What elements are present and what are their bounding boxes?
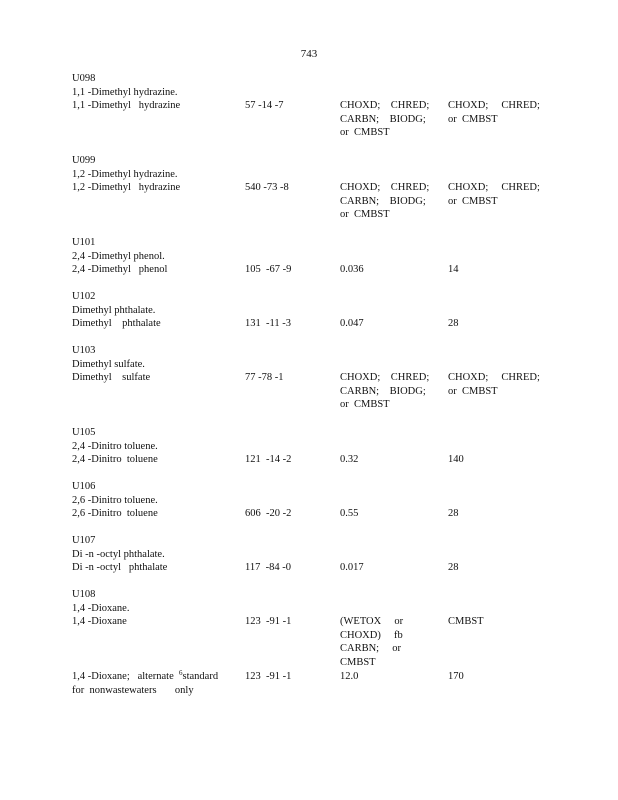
waste-code: U103 [72,345,96,356]
constituent-name: 1,2 -Dimethyl hydrazine [72,182,181,193]
waste-code: U107 [72,535,96,546]
waste-entry-u098 [72,72,552,138]
constituent-name: 2,4 -Dimethyl phenol [72,264,168,275]
constituent-name: 1,4 -Dioxane [72,616,127,627]
constituent-row [72,263,552,277]
waste-name: Di -n -octyl phthalate. [72,548,165,560]
waste-name: Dimethyl phthalate. [72,304,156,316]
wastewater-standard: CHOXD; CHRED; CARBN; BIODG; or CMBST [340,100,430,138]
cas-number: 117 -84 -0 [245,562,291,573]
nonwastewater-standard: 170 [448,671,464,682]
nonwastewater-standard: CHOXD; CHRED; or CMBST [448,182,540,207]
waste-entry-u105 [72,426,552,467]
waste-code: U099 [72,155,96,166]
cas-number: 540 -73 -8 [245,182,289,193]
constituent-row [72,507,552,521]
cas-number: 123 -91 -1 [245,671,292,682]
alternate-standard-label: 1,4 -Dioxane; alternate $^6$standard for nonwastewaters only [72,669,219,696]
constituent-row [72,371,552,410]
constituent-name: 2,4 -Dinitro toluene [72,454,158,465]
wastewater-standard: (WETOX or CHOXD) fb CARBN; or CMBST [340,616,404,668]
cas-number: 77 -78 -1 [245,372,284,383]
waste-name: 2,4 -Dinitro toluene. [72,440,158,452]
waste-code: U098 [72,73,96,84]
constituent-row [72,181,552,220]
wastewater-standard: 0.036 [340,264,364,275]
waste-entry-u099 [72,154,552,220]
waste-code: U105 [72,427,96,438]
constituent-name: Di -n -octyl phthalate [72,562,168,573]
constituent-row [72,453,552,467]
waste-name: 2,6 -Dinitro toluene. [72,494,158,506]
waste-code: U108 [72,589,96,600]
nonwastewater-standard: 28 [448,508,459,519]
nonwastewater-standard: 140 [448,454,464,465]
cas-number: 123 -91 -1 [245,616,292,627]
waste-entry-u103 [72,344,552,410]
wastewater-standard: 0.047 [340,318,364,329]
constituent-name: 1,1 -Dimethyl hydrazine [72,100,181,111]
footnote-mark: 6 [179,669,183,677]
wastewater-standard: 0.55 [340,508,359,519]
nonwastewater-standard: 14 [448,264,459,275]
waste-code: U101 [72,237,96,248]
waste-entry-u102 [72,290,552,331]
wastewater-standard: 0.32 [340,454,359,465]
waste-code: U102 [72,291,96,302]
wastewater-standard: CHOXD; CHRED; CARBN; BIODG; or CMBST [340,372,430,410]
waste-name: 1,4 -Dioxane. [72,602,130,614]
cas-number: 131 -11 -3 [245,318,291,329]
constituent-name: Dimethyl sulfate [72,372,151,383]
wastewater-standard: CHOXD; CHRED; CARBN; BIODG; or CMBST [340,182,430,220]
nonwastewater-standard: 28 [448,318,459,329]
cas-number: 57 -14 -7 [245,100,284,111]
waste-entry-u108 [72,588,552,668]
nonwastewater-standard: 28 [448,562,459,573]
waste-entry-u101 [72,236,552,277]
constituent-row [72,99,552,138]
alternate-standard-row [72,669,552,696]
constituent-name: 2,6 -Dinitro toluene [72,508,158,519]
waste-entry-u106 [72,480,552,521]
constituent-row [72,317,552,331]
waste-name: Dimethyl sulfate. [72,358,145,370]
waste-code: U106 [72,481,96,492]
waste-name: 1,1 -Dimethyl hydrazine. [72,86,178,98]
constituent-name: Dimethyl phthalate [72,318,161,329]
constituent-row [72,561,552,575]
nonwastewater-standard: CHOXD; CHRED; or CMBST [448,372,540,397]
page-number: 743 [300,48,318,60]
waste-entry-u107 [72,534,552,575]
cas-number: 606 -20 -2 [245,508,292,519]
cas-number: 121 -14 -2 [245,454,292,465]
wastewater-standard: 0.017 [340,562,364,573]
nonwastewater-standard: CHOXD; CHRED; or CMBST [448,100,540,125]
wastewater-standard: 12.0 [340,671,359,682]
waste-name: 1,2 -Dimethyl hydrazine. [72,168,178,180]
waste-name: 2,4 -Dimethyl phenol. [72,250,165,262]
constituent-row [72,615,552,668]
nonwastewater-standard: CMBST [448,616,484,627]
cas-number: 105 -67 -9 [245,264,292,275]
